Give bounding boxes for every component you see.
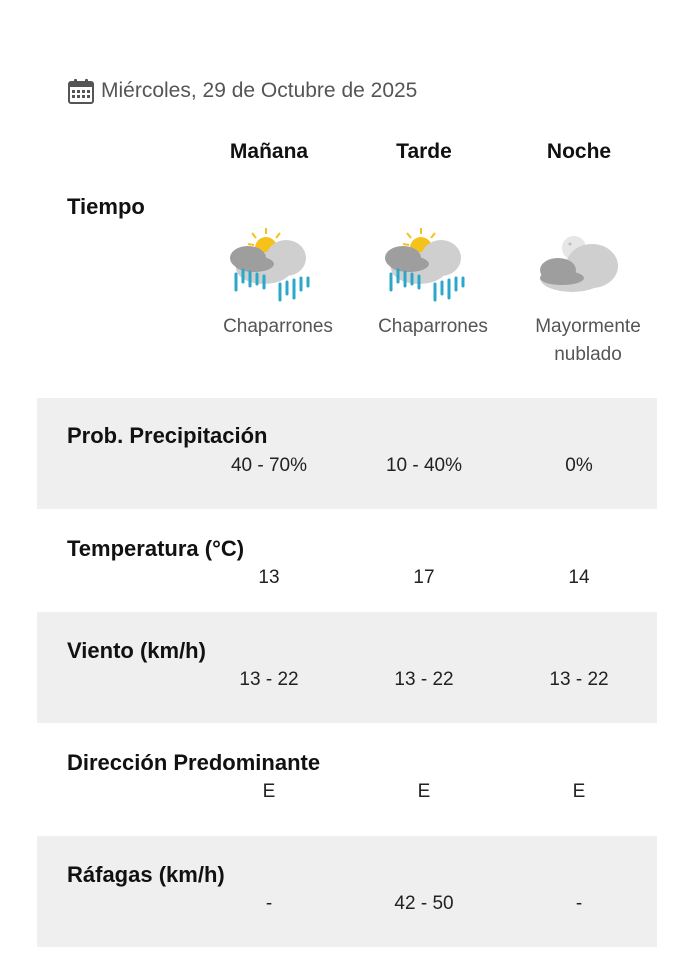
- calendar-icon: [67, 77, 95, 105]
- column-header-afternoon: Tarde: [396, 140, 452, 163]
- row-band-wind: [37, 612, 657, 723]
- direction-label: Dirección Predominante: [67, 750, 321, 775]
- wind-night: 13 - 22: [549, 669, 609, 690]
- temperature-morning: 13: [258, 567, 280, 588]
- weather-desc-morning: Chaparrones: [223, 316, 333, 337]
- wind-afternoon: 13 - 22: [394, 669, 454, 690]
- temperature-afternoon: 17: [413, 567, 435, 588]
- moon-cloud-icon: [534, 224, 624, 308]
- precipitation-morning: 40 - 70%: [230, 455, 308, 476]
- wind-morning: 13 - 22: [239, 669, 299, 690]
- gusts-afternoon: 42 - 50: [394, 893, 454, 914]
- wind-label: Viento (km/h): [67, 638, 206, 663]
- row-band-gusts: [37, 836, 657, 947]
- temperature-label: Temperatura (°C): [67, 536, 245, 561]
- column-header-morning: Mañana: [229, 140, 309, 163]
- weather-desc-afternoon: Chaparrones: [378, 316, 488, 337]
- gusts-morning: -: [265, 893, 273, 914]
- precipitation-night: 0%: [565, 455, 593, 476]
- date-text: Miércoles, 29 de Octubre de 2025: [101, 79, 418, 102]
- gusts-night: -: [575, 893, 583, 914]
- precipitation-label: Prob. Precipitación: [67, 423, 268, 448]
- weather-desc-night: Mayormente nublado: [535, 316, 641, 365]
- direction-afternoon: E: [417, 781, 431, 802]
- gusts-label: Ráfagas (km/h): [67, 862, 225, 887]
- sun-cloud-rain-icon: [224, 224, 314, 308]
- column-header-night: Noche: [546, 140, 612, 163]
- weather-row-label: Tiempo: [67, 194, 145, 219]
- date-header: [67, 74, 417, 108]
- row-band-precipitation: [37, 398, 657, 509]
- direction-night: E: [572, 781, 586, 802]
- temperature-night: 14: [568, 567, 590, 588]
- precipitation-afternoon: 10 - 40%: [385, 455, 463, 476]
- direction-morning: E: [262, 781, 276, 802]
- sun-cloud-rain-icon: [379, 224, 469, 308]
